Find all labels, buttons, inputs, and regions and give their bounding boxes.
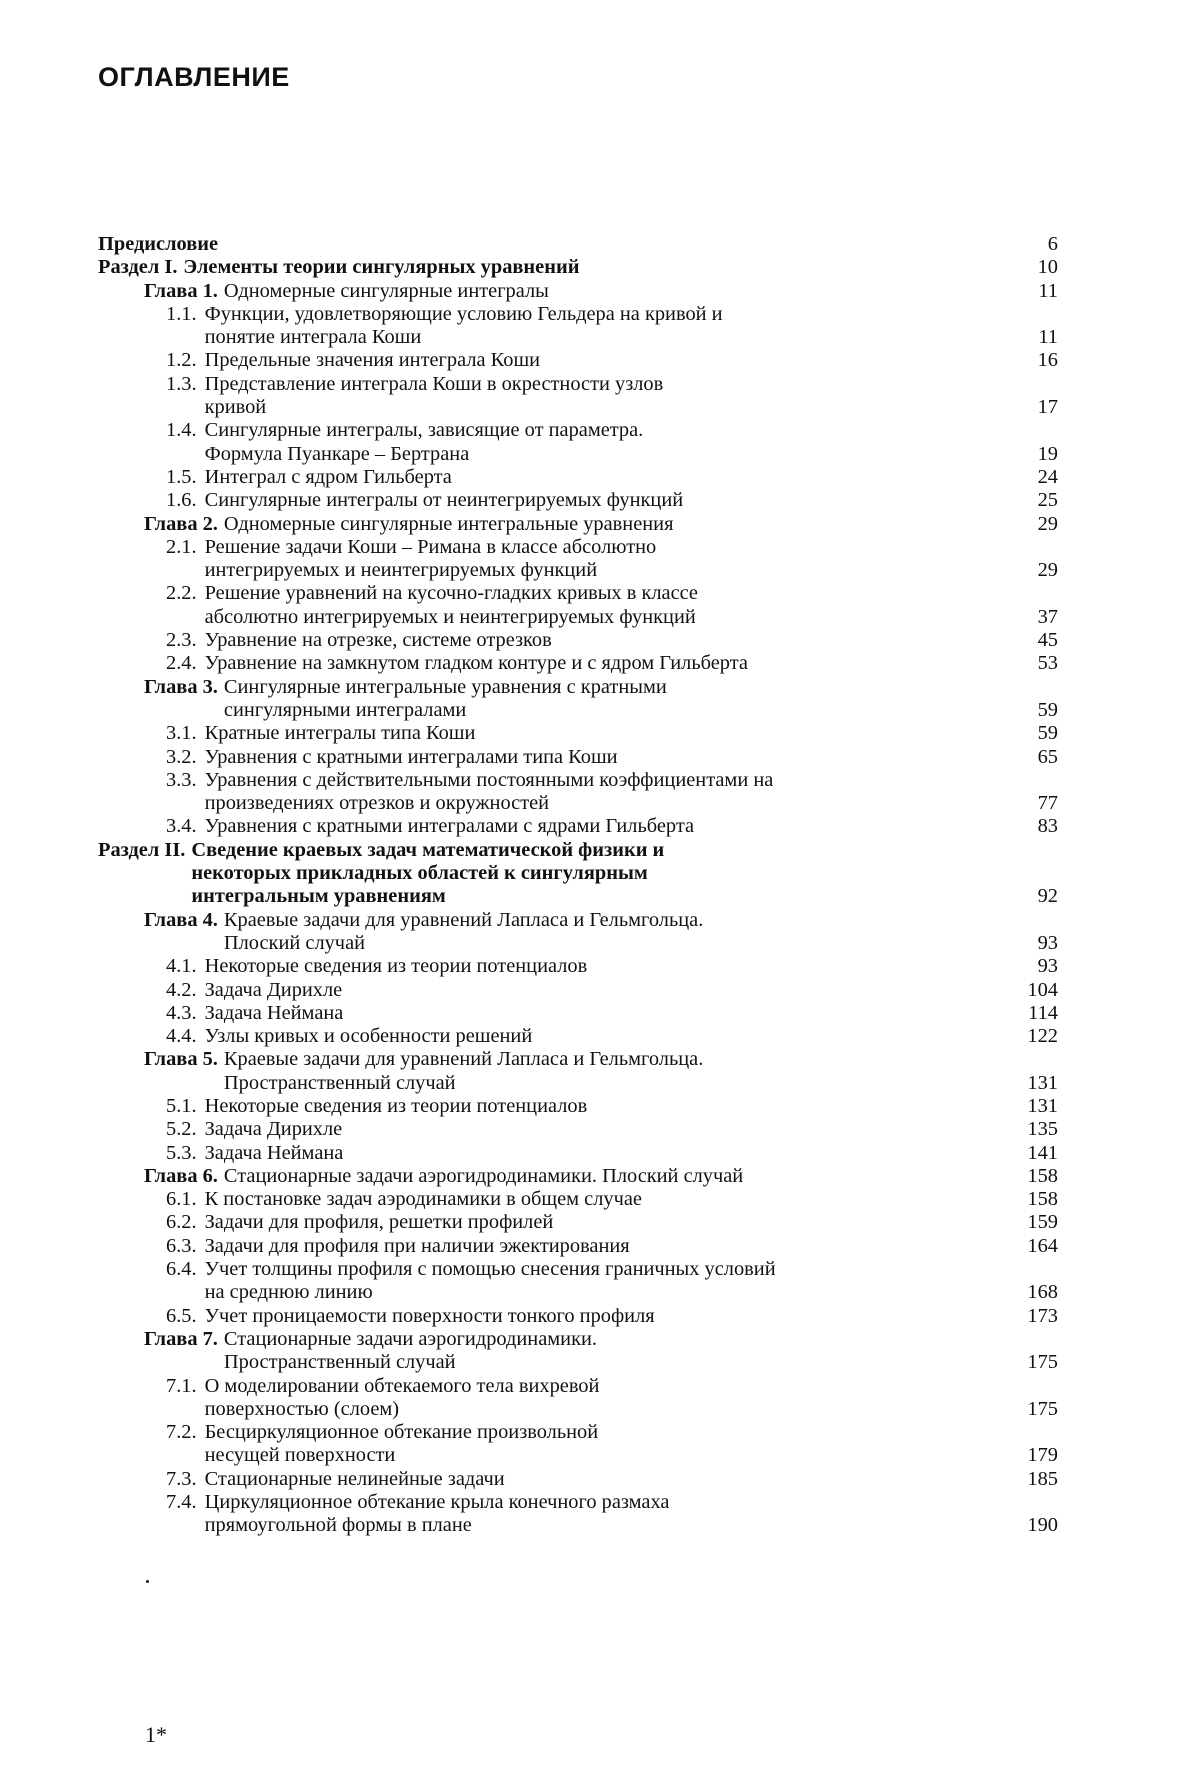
toc-entry-number: 6.4. xyxy=(166,1258,197,1281)
toc-entry-main xyxy=(144,1328,998,1375)
toc-entry-number: Раздел II. xyxy=(98,838,186,861)
toc-entry-number: 4.4. xyxy=(166,1025,197,1048)
toc-entry xyxy=(98,1375,1058,1422)
toc-entry-main xyxy=(144,1048,998,1095)
toc-entry-main xyxy=(98,233,998,256)
toc-entry xyxy=(98,1025,1058,1048)
toc-entry xyxy=(98,652,1058,675)
toc-entry-main xyxy=(144,676,998,723)
toc-entry-page-number: 24 xyxy=(1037,465,1058,488)
toc-entry-title: К постановке задач аэродинамики в общем случае xyxy=(204,1188,642,1211)
toc-entry-title: Бесциркуляционное обтекание произвольной несущей поверхности xyxy=(204,1421,599,1467)
toc-entry-page-number: 59 xyxy=(1037,698,1058,721)
toc-entry xyxy=(98,629,1058,652)
toc-entry-page-number: 83 xyxy=(1037,815,1058,838)
toc-entry-main xyxy=(166,1002,998,1025)
toc-entry-title: Учет проницаемости поверхности тонкого профиля xyxy=(204,1304,655,1327)
toc-entry-page-number: 135 xyxy=(1027,1118,1058,1141)
toc-entry-page-number: 159 xyxy=(1027,1211,1058,1234)
toc-entry-main xyxy=(166,1211,998,1234)
toc-entry-number: 7.2. xyxy=(166,1421,197,1444)
toc-entry-main xyxy=(166,746,998,769)
toc-entry xyxy=(98,582,1058,629)
toc-entry-number: 6.5. xyxy=(166,1304,197,1327)
toc-entry xyxy=(98,1165,1058,1188)
toc-entry-main xyxy=(166,815,998,838)
toc-entry xyxy=(98,722,1058,745)
toc-entry-title: Некоторые сведения из теории потенциалов xyxy=(204,1094,588,1117)
toc-entry-page-number: 175 xyxy=(1027,1351,1058,1374)
toc-entry-page-number: 164 xyxy=(1027,1234,1058,1257)
toc-entry-main xyxy=(166,1025,998,1048)
toc-entry-number: 1.5. xyxy=(166,465,197,488)
toc-entry-title: Задачи для профиля, решетки профилей xyxy=(204,1211,554,1234)
toc-entry-title: Представление интеграла Коши в окрестности узлов кривой xyxy=(204,372,664,419)
toc-entry-number: 5.3. xyxy=(166,1141,197,1164)
toc-entry-number: 7.1. xyxy=(166,1374,197,1397)
toc-entry-main xyxy=(166,536,998,583)
toc-entry xyxy=(98,233,1058,256)
toc-entry xyxy=(98,1421,1058,1468)
toc-entry-number: 3.2. xyxy=(166,745,197,768)
toc-entry-page-number: 53 xyxy=(1037,652,1058,675)
toc-entry-title: Сведение краевых задач математической физики и некоторых прикладных областей к сингулярным интегральным уравнениям xyxy=(191,838,665,908)
toc-entry-number: 5.2. xyxy=(166,1118,197,1141)
toc-entry-title: Сингулярные интегралы от неинтегрируемых функций xyxy=(204,489,684,512)
toc-entry-title: Задача Дирихле xyxy=(204,1118,343,1141)
table-of-contents xyxy=(98,233,1058,1538)
toc-entry xyxy=(98,1305,1058,1328)
toc-entry xyxy=(98,303,1058,350)
toc-entry-main xyxy=(166,1258,998,1305)
toc-entry xyxy=(98,769,1058,816)
toc-entry-page-number: 114 xyxy=(1028,1001,1058,1024)
toc-entry-main xyxy=(166,466,998,489)
toc-entry-page-number: 6 xyxy=(1047,233,1058,255)
toc-entry-main xyxy=(166,769,998,816)
toc-entry-page-number: 158 xyxy=(1027,1164,1058,1187)
toc-entry-page-number: 37 xyxy=(1037,605,1058,628)
toc-entry xyxy=(98,979,1058,1002)
toc-entry-page-number: 11 xyxy=(1038,326,1058,349)
toc-entry-title: Краевые задачи для уравнений Лапласа и Гельмгольца. Плоский случай xyxy=(223,908,704,954)
toc-entry xyxy=(98,419,1058,466)
toc-entry-number: 2.2. xyxy=(166,582,197,605)
toc-entry-title: Учет толщины профиля с помощью снесения граничных условий на среднюю линию xyxy=(204,1258,776,1304)
toc-entry-page-number: 179 xyxy=(1027,1444,1058,1467)
toc-entry xyxy=(98,1328,1058,1375)
toc-entry xyxy=(98,1258,1058,1305)
toc-entry-main xyxy=(144,909,998,956)
toc-entry-number: Глава 7. xyxy=(144,1327,218,1350)
toc-entry-number: Глава 4. xyxy=(144,908,218,931)
toc-entry-number: 3.1. xyxy=(166,722,197,745)
toc-entry-page-number: 25 xyxy=(1037,489,1058,512)
toc-entry-number: 2.1. xyxy=(166,535,197,558)
page-title: ОГЛАВЛЕНИЕ xyxy=(98,62,290,92)
toc-entry-main xyxy=(166,373,998,420)
toc-entry-page-number: 29 xyxy=(1037,512,1058,535)
toc-entry-page-number: 29 xyxy=(1037,559,1058,582)
toc-entry-main xyxy=(166,349,998,372)
toc-entry-main xyxy=(166,1142,998,1165)
toc-entry-main xyxy=(166,1095,998,1118)
toc-entry-number: Глава 2. xyxy=(144,512,218,535)
toc-entry xyxy=(98,1468,1058,1491)
toc-entry-main xyxy=(98,839,998,909)
toc-entry-title: Уравнения с действительными постоянными коэффициентами на произведениях отрезков и окружностей xyxy=(204,768,774,815)
toc-entry-page-number: 104 xyxy=(1027,978,1058,1001)
toc-entry-title: Интеграл с ядром Гильберта xyxy=(204,465,452,488)
toc-entry-page-number: 17 xyxy=(1037,396,1058,419)
toc-entry-main xyxy=(166,1468,998,1491)
toc-entry-number: 1.1. xyxy=(166,302,197,325)
toc-entry-main xyxy=(166,419,998,466)
toc-entry-number: 6.3. xyxy=(166,1234,197,1257)
toc-entry-number: 3.4. xyxy=(166,815,197,838)
toc-entry-title: Задачи для профиля при наличии эжектирования xyxy=(204,1234,630,1257)
toc-entry-number: 1.3. xyxy=(166,372,197,395)
toc-entry xyxy=(98,746,1058,769)
toc-entry-number: 1.2. xyxy=(166,349,197,372)
toc-entry-number: 4.2. xyxy=(166,978,197,1001)
toc-entry-main xyxy=(166,303,998,350)
toc-entry-title: Стационарные нелинейные задачи xyxy=(204,1467,505,1490)
toc-entry-page-number: 175 xyxy=(1027,1397,1058,1420)
toc-entry-main xyxy=(166,1118,998,1141)
toc-entry-title: Кратные интегралы типа Коши xyxy=(204,722,476,745)
toc-entry-title: Стационарные задачи аэрогидродинамики. Пространственный случай xyxy=(223,1327,597,1374)
toc-entry-main xyxy=(166,489,998,512)
toc-entry xyxy=(98,1491,1058,1538)
toc-entry-title: Стационарные задачи аэрогидродинамики. Плоский случай xyxy=(223,1164,744,1187)
toc-entry-main xyxy=(166,1235,998,1258)
toc-entry-main xyxy=(166,1421,998,1468)
toc-entry-title: Уравнения с кратными интегралами с ядрами Гильберта xyxy=(204,815,695,838)
toc-entry-title: Сингулярные интегральные уравнения с кратными сингулярными интегралами xyxy=(223,675,667,721)
toc-entry xyxy=(98,839,1058,909)
toc-entry-main xyxy=(166,1375,998,1422)
toc-entry xyxy=(98,280,1058,303)
toc-entry-number: 3.3. xyxy=(166,768,197,791)
toc-entry-title: Решение задачи Коши – Римана в классе абсолютно интегрируемых и неинтегрируемых функций xyxy=(204,535,657,582)
toc-entry-main xyxy=(144,513,998,536)
toc-entry-page-number: 19 xyxy=(1037,442,1058,465)
toc-entry-page-number: 93 xyxy=(1037,955,1058,978)
toc-entry-title: Одномерные сингулярные интегральные уравнения xyxy=(223,512,674,535)
toc-entry-title: Некоторые сведения из теории потенциалов xyxy=(204,955,588,978)
toc-entry-number: Глава 5. xyxy=(144,1048,218,1071)
toc-entry-page-number: 185 xyxy=(1027,1467,1058,1490)
toc-entry-title: Сингулярные интегралы, зависящие от параметра. Формула Пуанкаре – Бертрана xyxy=(204,419,644,465)
toc-entry-title: Предисловие xyxy=(98,233,219,255)
toc-entry xyxy=(98,815,1058,838)
toc-entry-page-number: 93 xyxy=(1037,931,1058,954)
toc-entry-main xyxy=(166,955,998,978)
toc-entry-title: О моделировании обтекаемого тела вихревой поверхностью (слоем) xyxy=(204,1374,600,1420)
toc-entry xyxy=(98,536,1058,583)
toc-entry xyxy=(98,1002,1058,1025)
toc-entry-main xyxy=(166,1491,998,1538)
toc-entry-number: Глава 6. xyxy=(144,1164,218,1187)
toc-entry-title: Решение уравнений на кусочно-гладких кривых в классе абсолютно интегрируемых и неинтегрируемых функций xyxy=(204,582,698,628)
toc-entry-page-number: 10 xyxy=(1037,256,1058,279)
toc-entry-number: 2.3. xyxy=(166,629,197,652)
signature-mark: 1* xyxy=(145,1722,167,1747)
toc-entry-number: 5.1. xyxy=(166,1094,197,1117)
toc-entry-number: Глава 3. xyxy=(144,675,218,698)
toc-entry xyxy=(98,466,1058,489)
toc-entry-page-number: 16 xyxy=(1037,349,1058,372)
toc-entry-number: Глава 1. xyxy=(144,279,218,302)
toc-entry-page-number: 45 xyxy=(1037,629,1058,652)
toc-entry xyxy=(98,1211,1058,1234)
toc-entry-page-number: 59 xyxy=(1037,722,1058,745)
toc-entry xyxy=(98,1095,1058,1118)
toc-entry-title: Циркуляционное обтекание крыла конечного размаха прямоугольной формы в плане xyxy=(204,1491,670,1537)
toc-entry-number: 4.3. xyxy=(166,1001,197,1024)
toc-entry-main xyxy=(166,979,998,1002)
toc-entry-title: Уравнение на замкнутом гладком контуре и с ядром Гильберта xyxy=(204,652,748,675)
toc-entry-page-number: 190 xyxy=(1027,1514,1058,1537)
print-speck xyxy=(146,1580,149,1583)
toc-entry-page-number: 122 xyxy=(1027,1025,1058,1048)
toc-entry xyxy=(98,256,1058,279)
toc-entry xyxy=(98,373,1058,420)
toc-entry-main xyxy=(166,582,998,629)
toc-entry xyxy=(98,513,1058,536)
toc-entry-page-number: 131 xyxy=(1027,1071,1058,1094)
toc-entry-title: Краевые задачи для уравнений Лапласа и Гельмгольца. Пространственный случай xyxy=(223,1048,704,1094)
toc-entry xyxy=(98,1188,1058,1211)
toc-entry-main xyxy=(166,1305,998,1328)
toc-entry-page-number: 11 xyxy=(1038,279,1058,302)
toc-entry-title: Элементы теории сингулярных уравнений xyxy=(183,256,580,279)
toc-entry-main xyxy=(166,652,998,675)
toc-entry-number: 6.1. xyxy=(166,1188,197,1211)
toc-entry-title: Уравнения с кратными интегралами типа Коши xyxy=(204,745,618,768)
toc-entry-page-number: 92 xyxy=(1037,885,1058,908)
toc-entry xyxy=(98,1142,1058,1165)
toc-entry-page-number: 131 xyxy=(1027,1094,1058,1117)
toc-entry-title: Уравнение на отрезке, системе отрезков xyxy=(204,629,552,652)
toc-entry xyxy=(98,349,1058,372)
toc-entry xyxy=(98,489,1058,512)
toc-entry-main xyxy=(98,256,998,279)
toc-entry-page-number: 173 xyxy=(1027,1304,1058,1327)
toc-entry xyxy=(98,955,1058,978)
toc-entry-number: 2.4. xyxy=(166,652,197,675)
toc-entry-number: Раздел I. xyxy=(98,256,178,279)
toc-entry-main xyxy=(166,629,998,652)
toc-entry xyxy=(98,909,1058,956)
toc-entry-page-number: 141 xyxy=(1027,1141,1058,1164)
toc-entry-number: 6.2. xyxy=(166,1211,197,1234)
toc-entry-number: 7.4. xyxy=(166,1491,197,1514)
toc-entry-number: 4.1. xyxy=(166,955,197,978)
toc-entry-title: Задача Неймана xyxy=(204,1141,344,1164)
toc-entry xyxy=(98,676,1058,723)
toc-entry-main xyxy=(166,722,998,745)
toc-entry-page-number: 65 xyxy=(1037,745,1058,768)
toc-entry-page-number: 158 xyxy=(1027,1188,1058,1211)
toc-entry xyxy=(98,1118,1058,1141)
toc-entry-title: Функции, удовлетворяющие условию Гельдера на кривой и понятие интеграла Коши xyxy=(204,302,723,349)
toc-entry-title: Одномерные сингулярные интегралы xyxy=(223,279,549,302)
toc-entry-main xyxy=(144,1165,998,1188)
toc-entry-number: 7.3. xyxy=(166,1467,197,1490)
toc-entry-page-number: 168 xyxy=(1027,1281,1058,1304)
toc-entry-page-number: 77 xyxy=(1037,792,1058,815)
toc-entry xyxy=(98,1048,1058,1095)
toc-entry-main xyxy=(144,280,998,303)
toc-entry-main xyxy=(166,1188,998,1211)
toc-entry-title: Узлы кривых и особенности решений xyxy=(204,1025,533,1048)
toc-entry-title: Предельные значения интеграла Коши xyxy=(204,349,541,372)
toc-entry-number: 1.6. xyxy=(166,489,197,512)
toc-entry-title: Задача Неймана xyxy=(204,1001,344,1024)
toc-entry-number: 1.4. xyxy=(166,419,197,442)
toc-entry-title: Задача Дирихле xyxy=(204,978,343,1001)
toc-entry xyxy=(98,1235,1058,1258)
